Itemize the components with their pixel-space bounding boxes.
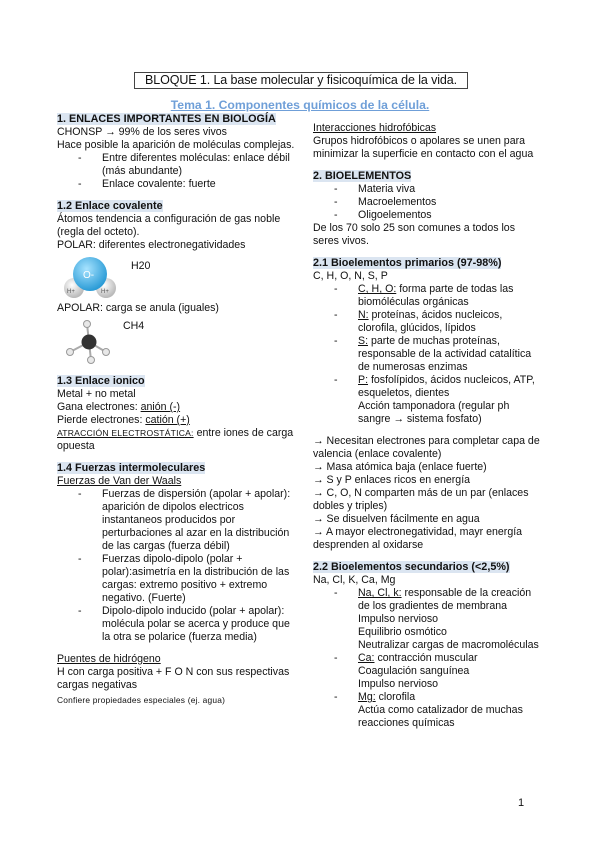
arrow-line: → S y P enlaces ricos en energía: [313, 474, 471, 486]
h2o-molecule-image: [60, 254, 132, 304]
ch4-molecule-image: [60, 318, 116, 368]
section-covalent-heading: 1.2 Enlace covalente: [57, 200, 163, 212]
section-intermolecular-heading: 1.4 Fuerzas intermoleculares: [57, 462, 206, 474]
section-bioelements-heading: 2. BIOELEMENTOS: [313, 170, 412, 182]
arrow-line: → Necesitan electrones para completar capa de valencia (enlace covalente): [313, 435, 540, 460]
list-item: - Dipolo-dipolo inducido (polar + apolar): molécula polar se acerca y produce que la otra se polarice (fuerza media): [57, 605, 295, 644]
secondary-details-list: [313, 587, 543, 613]
left-column: [57, 113, 295, 707]
topic-title: Tema 1. Componentes químicos de la célula.: [170, 98, 430, 112]
section-enlaces-heading: 1. ENLACES IMPORTANTES EN BIOLOGÍA: [57, 113, 276, 125]
detail-line: Impulso nervioso: [358, 678, 439, 690]
common-elements-line: De los 70 solo 25 son comunes a todos los seres vivos.: [313, 222, 515, 247]
right-column: [313, 122, 543, 730]
list-item: - P: fosfolípidos, ácidos nucleicos, ATP, esqueletos, dientes: [313, 374, 543, 400]
apolar-line: APOLAR: carga se anula (iguales): [57, 302, 219, 314]
hydrophobic-subheading: Interacciones hidrofóbicas: [313, 122, 437, 134]
hydrogen-line: H con carga positiva + F O N con sus respectivas cargas negativas: [57, 666, 290, 691]
buffer-line: Acción tamponadora (regular ph sangre → sistema fosfato): [358, 400, 510, 425]
detail-line: Equilibrio osmótico: [358, 626, 447, 638]
detail-line: Impulso nervioso: [358, 613, 439, 625]
section-primary-heading: 2.1 Bioelementos primarios (97-98%): [313, 257, 502, 269]
hydrophobic-text: Grupos hidrofóbicos o apolares se unen para minimizar la superficie en contacto con el agua: [313, 135, 534, 160]
h1-charge-label: H+: [67, 289, 75, 295]
metal-line: Metal + no metal: [57, 388, 136, 400]
list-item: - Fuerzas de dispersión (apolar + apolar): aparición de dipolos electricos instantaneos producidos por perturbaciones al azar en la distribución de las cargas (fuerza débil): [57, 488, 295, 553]
cation-line: Pierde electrones: catión (+): [57, 414, 190, 426]
complex-molecules-line: Hace posible la aparición de moléculas complejas.: [57, 139, 295, 151]
list-item: - C, H, O: forma parte de todas las biomóléculas orgánicas: [313, 283, 543, 309]
list-item: - Entre diferentes moléculas: enlace débil (más abundante): [57, 152, 295, 178]
detail-line: Neutralizar cargas de macromoléculas: [358, 639, 539, 651]
block-title: BLOQUE 1. La base molecular y fisicoquímica de la vida.: [134, 72, 468, 89]
chonsp-line: CHONSP → 99% de los seres vivos: [57, 126, 227, 138]
octet-line: Átomos tendencia a configuración de gas noble (regla del octeto).: [57, 213, 281, 238]
list-item: - Materia viva: [313, 183, 543, 196]
section-secondary-heading: 2.2 Bioelementos secundarios (<2,5%): [313, 561, 510, 573]
van-der-waals-subheading: Fuerzas de Van der Waals: [57, 475, 182, 487]
list-item: - Ca: contracción muscular: [313, 652, 543, 665]
primary-elements-list: C, H, O, N, S, P: [313, 270, 388, 282]
list-item: - Oligoelementos: [313, 209, 543, 222]
anion-line: Gana electrones: anión (-): [57, 401, 181, 413]
arrow-line: → C, O, N comparten más de un par (enlaces dobles y triples): [313, 487, 529, 512]
properties-line: Confiere propiedades especiales (ej. agua): [57, 695, 226, 705]
o-charge-label: O-: [83, 270, 95, 281]
electrostatic-line: ATRACCIÓN ELECTROSTÁTICA: entre iones de carga opuesta: [57, 427, 294, 452]
list-item: - N: proteínas, ácidos nucleicos, clorofila, glúcidos, lípidos: [313, 309, 543, 335]
bond-types-list: [57, 152, 295, 191]
ch4-figure: [57, 315, 295, 369]
c-atom: [82, 335, 97, 350]
polar-line: POLAR: diferentes electronegatividades: [57, 239, 246, 251]
h2-charge-label: H+: [101, 289, 109, 295]
arrow-line: → Masa atómica baja (enlace fuerte): [313, 461, 487, 473]
h2o-label: H20: [131, 260, 151, 272]
list-item: - S: parte de muchas proteínas, responsable de la actividad catalítica de numerosas enzimas: [313, 335, 543, 374]
van-der-waals-list: [57, 488, 295, 644]
hydrogen-bonds-subheading: Puentes de hidrógeno: [57, 653, 161, 665]
bioelements-list: [313, 183, 543, 222]
arrow-line: → Se disuelven fácilmente en agua: [313, 513, 480, 525]
list-item: - Macroelementos: [313, 196, 543, 209]
secondary-elements-list: Na, Cl, K, Ca, Mg: [313, 574, 396, 586]
arrow-line: → A mayor electronegatividad, mayr energía desprenden al oxidarse: [313, 526, 523, 551]
list-item: - Mg: clorofila: [313, 691, 543, 704]
list-item: - Na, Cl, k: responsable de la creación de los gradientes de membrana: [313, 587, 543, 613]
section-ionic-heading: 1.3 Enlace ionico: [57, 375, 145, 387]
list-item: - Enlace covalente: fuerte: [57, 178, 295, 191]
h2o-figure: [57, 252, 295, 302]
detail-line: Actúa como catalizador de muchas reacciones químicas: [358, 704, 523, 729]
page-number: 1: [518, 797, 525, 809]
list-item: - Fuerzas dipolo-dipolo (polar + polar):asimetría en la distribución de las cargas: extremo positivo + extremo negativo. (Fuerte): [57, 553, 295, 605]
primary-details-list: [313, 283, 543, 400]
ch4-label: CH4: [123, 320, 145, 332]
detail-line: Coagulación sanguínea: [358, 665, 470, 677]
